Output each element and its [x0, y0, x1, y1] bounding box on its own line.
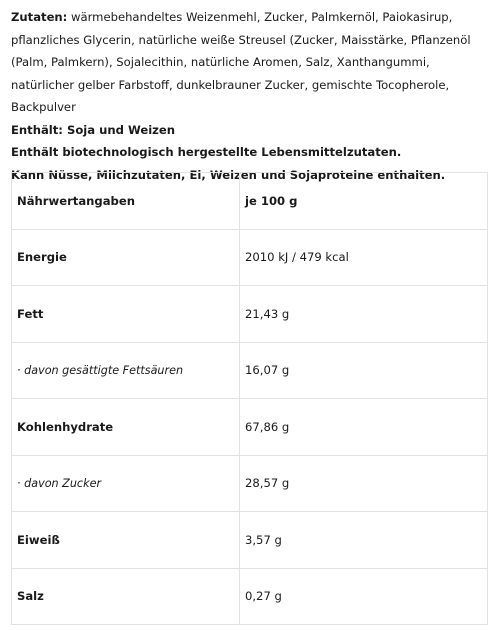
- nutrition-header-row: [12, 173, 488, 230]
- nutrition-row-label: Kohlenhydrate: [12, 399, 240, 456]
- ingredients-label: Zutaten:: [11, 10, 68, 24]
- nutrition-header-label: Nährwertangaben: [12, 173, 240, 230]
- biotech-notice: Enthält biotechnologisch hergestellte Lebensmittelzutaten.: [11, 145, 402, 159]
- nutrition-row-fett: [12, 286, 488, 343]
- nutrition-row-gesaettigte-fettsaeuren: [12, 342, 488, 399]
- nutrition-row-energie: [12, 229, 488, 286]
- may-contain-notice: Kann Nüsse, Milchzutaten, Ei, Weizen und Sojaproteine enthalten.: [11, 167, 446, 182]
- allergen-contains: Enthält: Soja und Weizen: [11, 122, 176, 137]
- nutrition-header-value: je 100 g: [240, 173, 488, 230]
- nutrition-table: [11, 172, 488, 625]
- ingredients-paragraph: [11, 6, 489, 119]
- nutrition-row-value: 28,57 g: [240, 455, 488, 512]
- nutrition-row-label: Eiweiß: [12, 512, 240, 569]
- nutrition-row-label: · davon Zucker: [12, 455, 240, 512]
- nutrition-row-zucker: [12, 455, 488, 512]
- ingredients-section: [11, 6, 489, 186]
- ingredients-text: wärmebehandeltes Weizenmehl, Zucker, Palmkernöl, Paiokasirup, pflanzliches Glycerin, natürliche weiße Streusel (Zucker, Maisstärke, Pflanzenöl (Palm, Palmkern), Sojalecithin, natürliche Aromen, Salz, Xanthangummi, natürlicher gelber Farbstoff, dunkelbrauner Zucker, gemischte Tocopherole, Backpulver: [11, 10, 471, 114]
- nutrition-row-value: 67,86 g: [240, 399, 488, 456]
- nutrition-row-salz: [12, 568, 488, 625]
- nutrition-row-value: 3,57 g: [240, 512, 488, 569]
- nutrition-row-value: 21,43 g: [240, 286, 488, 343]
- nutrition-row-label: Salz: [12, 568, 240, 625]
- nutrition-row-value: 0,27 g: [240, 568, 488, 625]
- nutrition-row-label: Fett: [12, 286, 240, 343]
- nutrition-row-label: · davon gesättigte Fettsäuren: [12, 342, 240, 399]
- nutrition-row-label: Energie: [12, 229, 240, 286]
- nutrition-row-kohlenhydrate: [12, 399, 488, 456]
- nutrition-row-value: 2010 kJ / 479 kcal: [240, 229, 488, 286]
- nutrition-row-eiweiss: [12, 512, 488, 569]
- nutrition-row-value: 16,07 g: [240, 342, 488, 399]
